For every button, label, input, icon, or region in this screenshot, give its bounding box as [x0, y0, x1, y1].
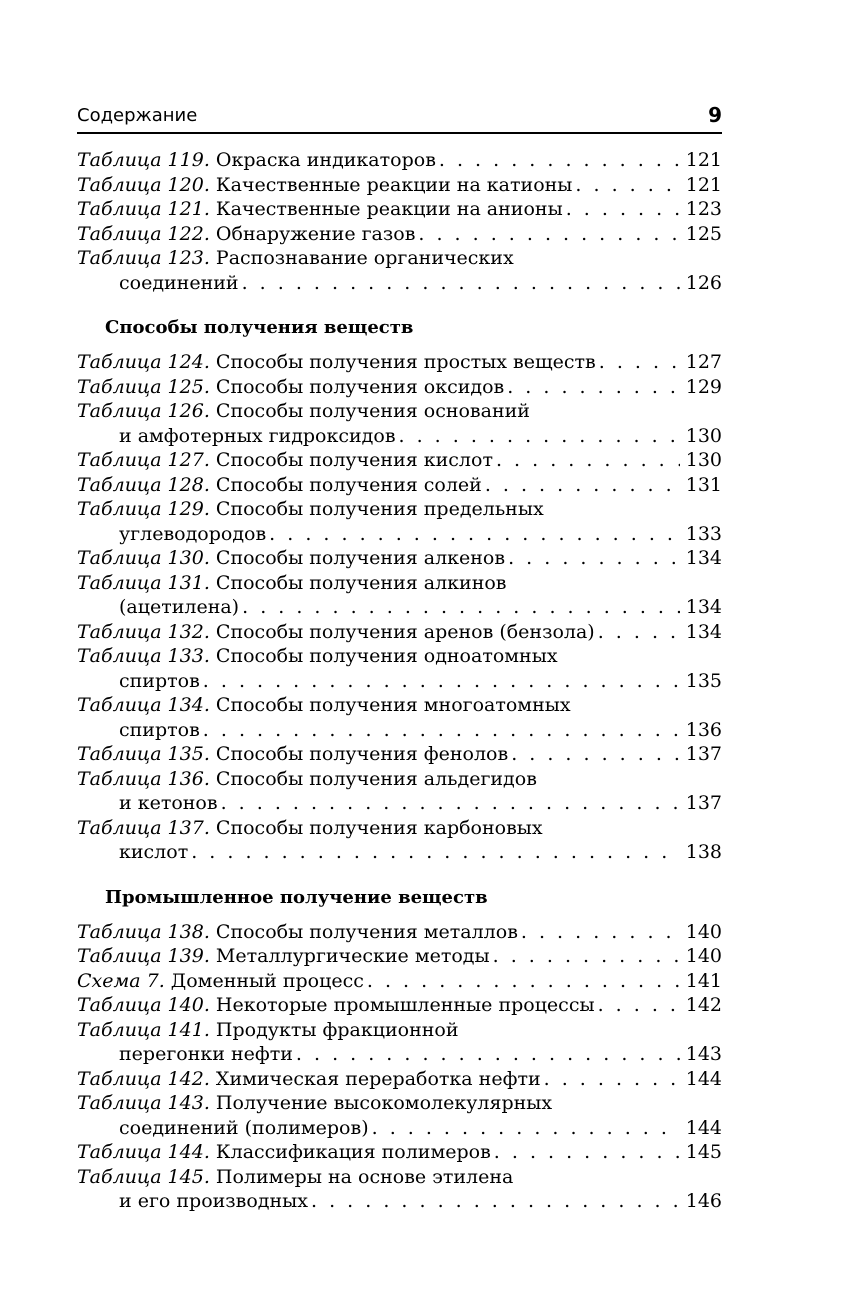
- toc-entry[interactable]: [77, 222, 722, 247]
- entry-title: Способы получения металлов: [215, 920, 518, 943]
- entry-page-number: 126: [685, 271, 722, 294]
- toc-entry-line: [77, 1067, 722, 1092]
- toc-entry-line: [77, 669, 722, 694]
- toc-entry-line: [77, 399, 722, 424]
- dot-leader: [598, 993, 680, 1018]
- dot-leader: [418, 222, 679, 247]
- entry-label: Таблица 129.: [77, 498, 210, 520]
- entry-label: Таблица 126.: [77, 400, 210, 422]
- toc-entry-line: [77, 173, 722, 198]
- dot-leader: [399, 424, 680, 449]
- toc-entry-line: [77, 620, 722, 645]
- entry-page-number: 143: [685, 1043, 722, 1065]
- entry-label: Таблица 124.: [77, 351, 210, 373]
- entry-label: Таблица 135.: [77, 743, 210, 765]
- entry-title: Способы получения алкинов: [215, 571, 507, 594]
- entry-title: Способы получения простых веществ: [215, 351, 596, 373]
- entry-title: Способы получения предельных: [215, 498, 544, 520]
- entry-label: Таблица 142.: [77, 1067, 210, 1090]
- entry-page-number: 140: [685, 920, 722, 943]
- entry-title: кислот: [119, 841, 189, 863]
- entry-title: Способы получения оксидов: [215, 375, 505, 398]
- toc-entry[interactable]: [77, 993, 722, 1018]
- toc-entry-line: [77, 271, 722, 296]
- page-number: 9: [708, 103, 722, 127]
- entry-title: Продукты фракционной: [215, 1018, 459, 1041]
- entry-title: перегонки нефти: [119, 1043, 293, 1065]
- toc-entry-line: [77, 350, 722, 375]
- entry-label: Таблица 141.: [77, 1018, 210, 1041]
- dot-leader: [269, 522, 680, 547]
- toc-entry[interactable]: [77, 148, 722, 173]
- dot-leader: [485, 473, 680, 498]
- dot-leader: [221, 791, 680, 816]
- entry-page-number: 121: [685, 149, 722, 171]
- toc-entry-line: [77, 148, 722, 173]
- toc-entry-line: [77, 1140, 722, 1165]
- entry-title: Способы получения альдегидов: [215, 767, 537, 790]
- entry-title: Качественные реакции на катионы: [215, 173, 573, 196]
- toc-entry[interactable]: [77, 644, 722, 693]
- entry-page-number: 138: [685, 841, 722, 863]
- entry-label: Таблица 140.: [77, 994, 210, 1016]
- dot-leader: [242, 271, 680, 296]
- toc-entry-line: [77, 571, 722, 596]
- toc-entry[interactable]: [77, 1091, 722, 1140]
- toc-entry[interactable]: [77, 1165, 722, 1214]
- entry-title: Способы получения оснований: [215, 400, 530, 422]
- dot-leader: [511, 742, 680, 767]
- toc-entry-line: [77, 993, 722, 1018]
- entry-page-number: 142: [685, 994, 722, 1016]
- entry-page-number: 134: [685, 596, 722, 618]
- toc-entry[interactable]: [77, 969, 722, 994]
- entry-title: Получение высокомолекулярных: [215, 1092, 553, 1114]
- toc-entry[interactable]: [77, 620, 722, 645]
- toc-entry[interactable]: [77, 944, 722, 969]
- entry-page-number: 145: [685, 1141, 722, 1163]
- toc-entry-line: [77, 791, 722, 816]
- toc-entry-line: [77, 497, 722, 522]
- dot-leader: [367, 969, 680, 994]
- entry-label: Таблица 122.: [77, 222, 210, 245]
- toc-entry-line: [77, 742, 722, 767]
- entry-title: Классификация полимеров: [215, 1141, 491, 1163]
- toc-entry-line: [77, 595, 722, 620]
- toc-entry[interactable]: [77, 1018, 722, 1067]
- entry-title: спиртов: [119, 718, 200, 741]
- dot-leader: [575, 173, 679, 198]
- entry-page-number: 144: [685, 1116, 722, 1139]
- running-header: [77, 100, 722, 134]
- toc-entry-line: [77, 1018, 722, 1043]
- toc-entry[interactable]: [77, 1067, 722, 1092]
- toc-entry[interactable]: [77, 197, 722, 222]
- entry-page-number: 135: [685, 669, 722, 692]
- section-title: Способы получения веществ: [105, 317, 414, 338]
- entry-title: Способы получения солей: [215, 473, 482, 496]
- dot-leader: [508, 546, 680, 571]
- entry-title: Способы получения кислот: [215, 449, 493, 471]
- toc-entry-line: [77, 222, 722, 247]
- entry-label: Таблица 139.: [77, 945, 210, 967]
- entry-label: Таблица 123.: [77, 247, 210, 269]
- toc-entry-line: [77, 767, 722, 792]
- toc-section: [77, 886, 722, 1214]
- entry-page-number: 134: [685, 547, 722, 569]
- entry-page-number: 141: [685, 969, 722, 992]
- entry-label: Таблица 127.: [77, 449, 210, 471]
- entry-page-number: 127: [685, 351, 722, 373]
- toc-entry-line: [77, 197, 722, 222]
- toc-entry[interactable]: [77, 375, 722, 400]
- toc-section: [77, 316, 722, 865]
- entry-page-number: 137: [685, 743, 722, 765]
- dot-leader: [507, 375, 680, 400]
- dot-leader: [544, 1067, 680, 1092]
- entry-page-number: 137: [685, 792, 722, 814]
- toc-entry-line: [77, 424, 722, 449]
- entry-title: Полимеры на основе этилена: [215, 1165, 514, 1188]
- entry-title: углеводородов: [119, 522, 267, 545]
- toc-entry[interactable]: [77, 816, 722, 865]
- entry-title: Распознавание органических: [215, 247, 514, 269]
- toc-entry-line: [77, 969, 722, 994]
- toc-entry-line: [77, 473, 722, 498]
- dot-leader: [598, 620, 680, 645]
- toc-entry[interactable]: [77, 742, 722, 767]
- entry-title: Доменный процесс: [170, 969, 364, 992]
- entry-title: и кетонов: [119, 792, 218, 814]
- toc-entry[interactable]: [77, 497, 722, 546]
- entry-title: Способы получения аренов (бензола): [215, 620, 595, 643]
- dot-leader: [242, 595, 680, 620]
- entry-label: Таблица 131.: [77, 571, 210, 594]
- toc-entry[interactable]: [77, 693, 722, 742]
- entry-title: соединений: [119, 271, 239, 294]
- dot-leader: [494, 1140, 680, 1165]
- dot-leader: [566, 197, 680, 222]
- toc-entry[interactable]: [77, 546, 722, 571]
- contents-page: [77, 100, 722, 1214]
- toc-entry[interactable]: [77, 473, 722, 498]
- toc-entry[interactable]: [77, 920, 722, 945]
- entry-page-number: 136: [685, 718, 722, 741]
- toc-entry-line: [77, 448, 722, 473]
- entry-page-number: 121: [685, 173, 722, 196]
- toc-section: [77, 148, 722, 295]
- entry-label: Таблица 137.: [77, 816, 210, 839]
- toc-entry-line: [77, 816, 722, 841]
- toc-entry[interactable]: [77, 399, 722, 448]
- dot-leader: [493, 944, 680, 969]
- toc-entry[interactable]: [77, 448, 722, 473]
- entry-page-number: 129: [685, 375, 722, 398]
- entry-title: Способы получения фенолов: [215, 743, 509, 765]
- entry-label: Таблица 132.: [77, 620, 210, 643]
- toc-entry-line: [77, 644, 722, 669]
- dot-leader: [372, 1116, 680, 1141]
- entry-title: спиртов: [119, 669, 200, 692]
- entry-page-number: 125: [685, 222, 722, 245]
- entry-label: Таблица 144.: [77, 1141, 210, 1163]
- entry-label: Таблица 120.: [77, 173, 210, 196]
- toc-entry-line: [77, 1165, 722, 1190]
- entry-label: Таблица 145.: [77, 1165, 210, 1188]
- entry-label: Таблица 119.: [77, 149, 210, 171]
- entry-title: (ацетилена): [119, 596, 240, 618]
- toc-entry-line: [77, 546, 722, 571]
- entry-label: Таблица 125.: [77, 375, 210, 398]
- dot-leader: [203, 718, 680, 743]
- dot-leader: [296, 1042, 680, 1067]
- running-header-title: Содержание: [77, 105, 198, 126]
- dot-leader: [599, 350, 680, 375]
- entry-title: соединений (полимеров): [119, 1116, 369, 1139]
- toc-entry[interactable]: [77, 571, 722, 620]
- entry-page-number: 131: [685, 473, 722, 496]
- toc-sections: [77, 148, 722, 1214]
- toc-entry-line: [77, 718, 722, 743]
- toc-entry-line: [77, 1116, 722, 1141]
- entry-label: Таблица 121.: [77, 198, 210, 220]
- entry-label: Таблица 134.: [77, 694, 210, 716]
- entry-title: Способы получения многоатомных: [215, 694, 571, 716]
- entry-title: Химическая переработка нефти: [215, 1067, 541, 1090]
- entry-page-number: 130: [685, 424, 722, 447]
- entry-page-number: 130: [685, 449, 722, 471]
- toc-entry-line: [77, 246, 722, 271]
- entry-title: Способы получения алкенов: [215, 547, 506, 569]
- toc-entry-line: [77, 522, 722, 547]
- entry-page-number: 144: [685, 1067, 722, 1090]
- entry-title: Обнаружение газов: [215, 222, 416, 245]
- toc-entry-line: [77, 375, 722, 400]
- toc-entry-line: [77, 920, 722, 945]
- toc-entry-line: [77, 1091, 722, 1116]
- dot-leader: [521, 920, 680, 945]
- entry-label: Схема 7.: [77, 969, 165, 992]
- entry-page-number: 134: [685, 620, 722, 643]
- toc-entry-line: [77, 840, 722, 865]
- toc-entry[interactable]: [77, 767, 722, 816]
- entry-label: Таблица 128.: [77, 473, 210, 496]
- toc-entry[interactable]: [77, 246, 722, 295]
- entry-title: Некоторые промышленные процессы: [215, 994, 595, 1016]
- entry-label: Таблица 143.: [77, 1092, 210, 1114]
- entry-page-number: 133: [685, 522, 722, 545]
- entry-title: и амфотерных гидроксидов: [119, 424, 396, 447]
- entry-page-number: 123: [685, 198, 722, 220]
- entry-label: Таблица 136.: [77, 767, 210, 790]
- toc-entry[interactable]: [77, 1140, 722, 1165]
- entry-title: Способы получения одноатомных: [215, 645, 558, 667]
- entry-title: Качественные реакции на анионы: [215, 198, 563, 220]
- entry-label: Таблица 133.: [77, 645, 210, 667]
- entry-title: и его производных: [119, 1190, 309, 1212]
- entry-page-number: 140: [685, 945, 722, 967]
- toc-entry[interactable]: [77, 173, 722, 198]
- entry-title: Способы получения карбоновых: [215, 816, 543, 839]
- toc-entry-line: [77, 944, 722, 969]
- entry-title: Окраска индикаторов: [215, 149, 436, 171]
- dot-leader: [203, 669, 680, 694]
- entry-label: Таблица 138.: [77, 920, 210, 943]
- section-title: Промышленное получение веществ: [105, 886, 488, 908]
- dot-leader: [496, 448, 680, 473]
- dot-leader: [311, 1189, 680, 1214]
- entry-page-number: 146: [685, 1190, 722, 1212]
- toc-entry-line: [77, 1042, 722, 1067]
- toc-entry-line: [77, 1189, 722, 1214]
- entry-label: Таблица 130.: [77, 547, 210, 569]
- dot-leader: [439, 148, 680, 173]
- toc-entry[interactable]: [77, 350, 722, 375]
- toc-entry-line: [77, 693, 722, 718]
- entry-title: Металлургические методы: [215, 945, 490, 967]
- dot-leader: [191, 840, 680, 865]
